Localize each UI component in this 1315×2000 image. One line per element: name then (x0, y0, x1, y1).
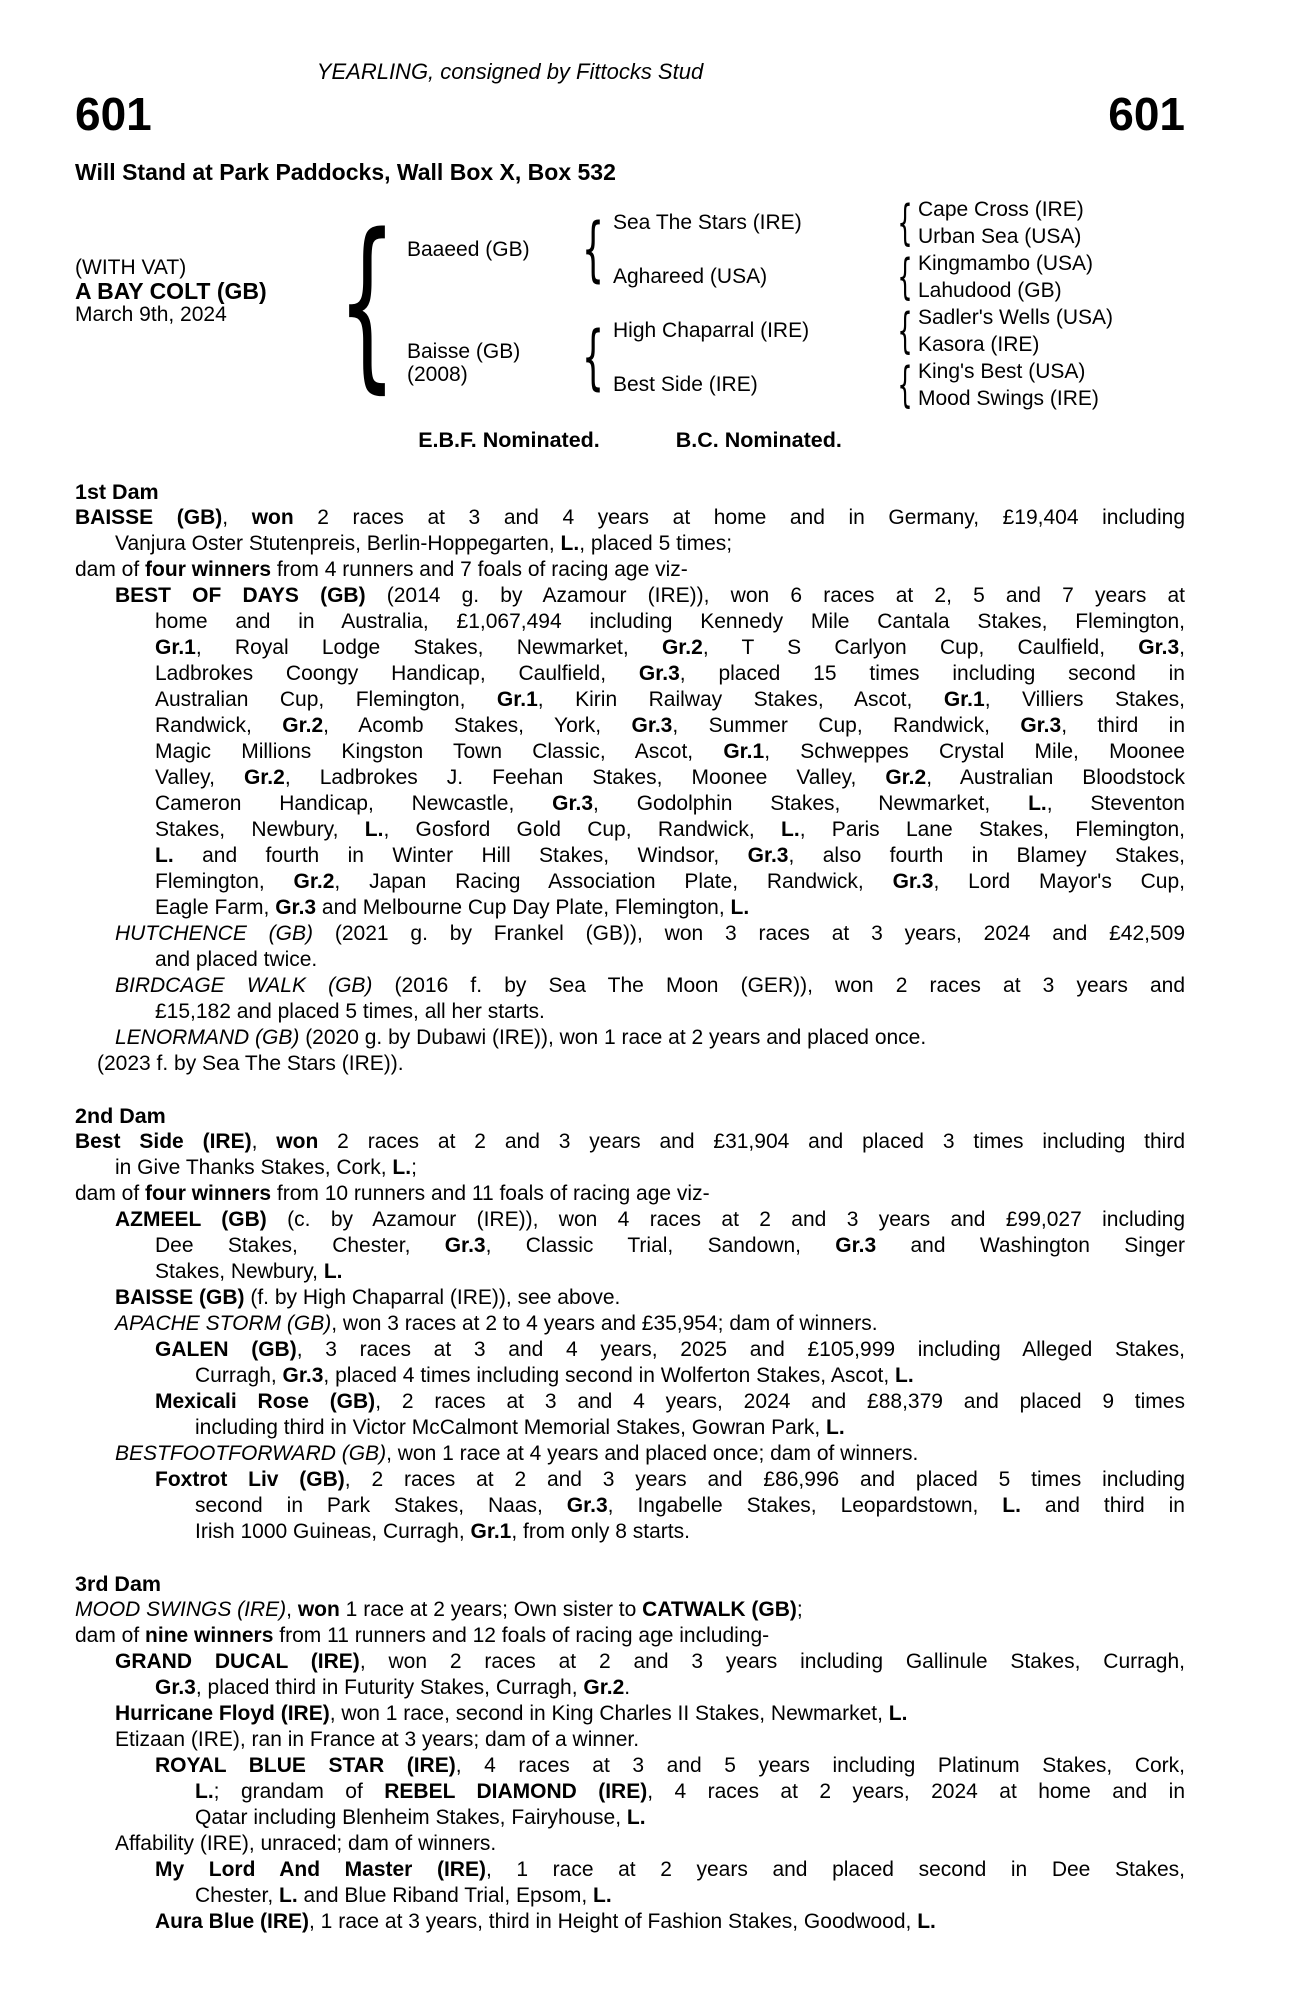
catalog-line: Ladbrokes Coongy Handicap, Caulfield, Gr.3, placed 15 times including second in (155, 662, 1185, 685)
catalog-line: £15,182 and placed 5 times, all her starts. (155, 1000, 545, 1023)
pedigree-brace: { (897, 249, 913, 305)
catalog-line: Irish 1000 Guineas, Curragh, Gr.1, from only 8 starts. (195, 1520, 690, 1543)
catalog-line: Chester, L. and Blue Riband Trial, Epsom, L. (195, 1884, 612, 1907)
dam-sections (75, 479, 1185, 1935)
granddam-name: Best Side (IRE) (613, 373, 758, 396)
pedigree-brace: { (581, 316, 605, 398)
consignor-line: YEARLING, consigned by Fittocks Stud (316, 59, 704, 84)
grandsire-name: High Chaparral (IRE) (613, 319, 810, 342)
catalog-line: Foxtrot Liv (GB), 2 races at 2 and 3 years and £86,996 and placed 5 times including (155, 1468, 1185, 1491)
catalog-line: dam of nine winners from 11 runners and 12 foals of racing age including- (75, 1624, 770, 1647)
ancestor-name: Kingmambo (USA) (918, 252, 1094, 275)
catalog-line: Dee Stakes, Chester, Gr.3, Classic Trial, Sandown, Gr.3 and Washington Singer (155, 1234, 1185, 1257)
catalog-paragraph (75, 1051, 1185, 1077)
catalog-line: BEST OF DAYS (GB) (2014 g. by Azamour (IRE)), won 6 races at 2, 5 and 7 years at (115, 584, 1185, 607)
catalog-line: Aura Blue (IRE), 1 race at 3 years, third in Height of Fashion Stakes, Goodwood, L. (155, 1910, 936, 1933)
catalog-line: BAISSE (GB) (f. by High Chaparral (IRE)), see above. (115, 1286, 621, 1309)
catalog-paragraph (75, 1025, 1185, 1051)
catalog-line: (2023 f. by Sea The Stars (IRE)). (97, 1052, 404, 1075)
catalog-paragraph (75, 1623, 1185, 1649)
catalog-paragraph (75, 921, 1185, 973)
catalog-line: dam of four winners from 4 runners and 7 foals of racing age viz- (75, 558, 688, 581)
catalog-line: Valley, Gr.2, Ladbrokes J. Feehan Stakes, Moonee Valley, Gr.2, Australian Bloodstock (155, 766, 1186, 789)
catalog-paragraph (75, 1337, 1185, 1389)
catalog-line: Etizaan (IRE), ran in France at 3 years; dam of a winner. (115, 1728, 640, 1751)
catalog-paragraph (75, 1597, 1185, 1623)
catalog-line: AZMEEL (GB) (c. by Azamour (IRE)), won 4 races at 2 and 3 years and £99,027 including (115, 1208, 1185, 1231)
catalog-paragraph (75, 1181, 1185, 1207)
ancestor-name: Mood Swings (IRE) (918, 387, 1099, 410)
stand-location-line: Will Stand at Park Paddocks, Wall Box X, Box 532 (75, 159, 616, 185)
catalog-line: BIRDCAGE WALK (GB) (2016 f. by Sea The Moon (GER)), won 2 races at 3 years and (115, 974, 1185, 997)
catalog-paragraph (75, 1129, 1185, 1181)
catalog-paragraph (75, 1467, 1185, 1545)
catalog-line: HUTCHENCE (GB) (2021 g. by Frankel (GB)), won 3 races at 3 years, 2024 and £42,509 (115, 922, 1185, 945)
catalog-line: home and in Australia, £1,067,494 including Kennedy Mile Cantala Stakes, Flemington, (155, 610, 1185, 633)
lot-number-left: 601 (75, 88, 152, 140)
catalog-line: Eagle Farm, Gr.3 and Melbourne Cup Day Plate, Flemington, L. (155, 896, 750, 919)
catalog-line: GALEN (GB), 3 races at 3 and 4 years, 2025 and £105,999 including Alleged Stakes, (155, 1338, 1185, 1361)
ancestor-name: Urban Sea (USA) (918, 225, 1082, 248)
catalog-line: L.; grandam of REBEL DIAMOND (IRE), 4 races at 2 years, 2024 at home and in (195, 1780, 1186, 1803)
ebf-nomination: E.B.F. Nominated. (418, 428, 600, 452)
catalog-paragraph (75, 583, 1185, 921)
foaling-date: March 9th, 2024 (75, 303, 227, 326)
catalog-line: Mexicali Rose (GB), 2 races at 3 and 4 years, 2024 and £88,379 and placed 9 times (155, 1390, 1185, 1413)
dam-year: (2008) (407, 363, 468, 386)
dam-heading: 3rd Dam (75, 1572, 162, 1596)
catalog-paragraph (75, 1727, 1185, 1753)
catalog-line: Qatar including Blenheim Stakes, Fairyhouse, L. (195, 1806, 646, 1829)
catalog-line: Cameron Handicap, Newcastle, Gr.3, Godolphin Stakes, Newmarket, L., Steventon (155, 792, 1185, 815)
catalog-line: Gr.1, Royal Lodge Stakes, Newmarket, Gr.2, T S Carlyon Cup, Caulfield, Gr.3, (155, 636, 1186, 659)
catalog-line: My Lord And Master (IRE), 1 race at 2 years and placed second in Dee Stakes, (155, 1858, 1185, 1881)
catalog-paragraph (75, 1441, 1185, 1467)
catalog-line: Curragh, Gr.3, placed 4 times including second in Wolferton Stakes, Ascot, L. (195, 1364, 914, 1387)
catalog-line: Stakes, Newbury, L., Gosford Gold Cup, Randwick, L., Paris Lane Stakes, Flemington, (155, 818, 1185, 841)
catalog-line: MOOD SWINGS (IRE), won 1 race at 2 years; Own sister to CATWALK (GB); (75, 1598, 803, 1621)
ancestor-name: King's Best (USA) (918, 360, 1086, 383)
catalog-line: Australian Cup, Flemington, Gr.1, Kirin Railway Stakes, Ascot, Gr.1, Villiers Stakes, (155, 688, 1186, 711)
ancestor-name: Kasora (IRE) (918, 333, 1040, 356)
catalog-paragraph (75, 1207, 1185, 1285)
catalog-line: in Give Thanks Stakes, Cork, L.; (115, 1156, 417, 1179)
catalog-paragraph (75, 557, 1185, 583)
catalog-line: and placed twice. (155, 948, 318, 971)
pedigree-brace: { (897, 195, 913, 251)
dam-name: Baisse (GB) (407, 340, 521, 363)
catalog-line: Hurricane Floyd (IRE), won 1 race, second in King Charles II Stakes, Newmarket, L. (115, 1702, 908, 1725)
pedigree-brace: { (581, 208, 605, 290)
catalog-line: Vanjura Oster Stutenpreis, Berlin-Hoppegarten, L., placed 5 times; (115, 532, 733, 555)
catalog-line: APACHE STORM (GB), won 3 races at 2 to 4 years and £35,954; dam of winners. (115, 1312, 878, 1335)
dam-heading: 1st Dam (75, 480, 159, 504)
catalog-line: ROYAL BLUE STAR (IRE), 4 races at 3 and 5 years including Platinum Stakes, Cork, (155, 1754, 1185, 1777)
pedigree-brace: { (337, 194, 397, 410)
catalog-line: Randwick, Gr.2, Acomb Stakes, York, Gr.3, Summer Cup, Randwick, Gr.3, third in (155, 714, 1186, 737)
catalog-line: Best Side (IRE), won 2 races at 2 and 3 years and £31,904 and placed 3 times including third (75, 1130, 1185, 1153)
catalog-paragraph (75, 1649, 1185, 1701)
ancestor-name: Lahudood (GB) (918, 279, 1062, 302)
catalog-paragraph (75, 973, 1185, 1025)
catalog-paragraph (75, 1701, 1185, 1727)
catalog-line: BESTFOOTFORWARD (GB), won 1 race at 4 years and placed once; dam of winners. (115, 1442, 919, 1465)
catalog-line: Affability (IRE), unraced; dam of winners. (115, 1832, 497, 1855)
dam-heading: 2nd Dam (75, 1104, 166, 1128)
ancestor-name: Sadler's Wells (USA) (918, 306, 1113, 329)
catalog-line: L. and fourth in Winter Hill Stakes, Windsor, Gr.3, also fourth in Blamey Stakes, (155, 844, 1185, 867)
nominations-row (75, 427, 1185, 453)
pedigree-brace: { (897, 303, 913, 359)
catalog-paragraph (75, 1909, 1185, 1935)
catalog-line: GRAND DUCAL (IRE), won 2 races at 2 and 3 years including Gallinule Stakes, Curragh, (115, 1650, 1185, 1673)
catalog-line: second in Park Stakes, Naas, Gr.3, Ingabelle Stakes, Leopardstown, L. and third in (195, 1494, 1185, 1517)
pedigree-tree (75, 194, 1185, 413)
catalog-line: Magic Millions Kingston Town Classic, Ascot, Gr.1, Schweppes Crystal Mile, Moonee (155, 740, 1185, 763)
catalog-paragraph (75, 1831, 1185, 1857)
lot-row (75, 86, 1185, 142)
catalog-line: LENORMAND (GB) (2020 g. by Dubawi (IRE)), won 1 race at 2 years and placed once. (115, 1026, 927, 1049)
catalog-line: Flemington, Gr.2, Japan Racing Association Plate, Randwick, Gr.3, Lord Mayor's Cup, (155, 870, 1185, 893)
bc-nomination: B.C. Nominated. (675, 428, 842, 452)
catalog-paragraph (75, 1311, 1185, 1337)
catalog-line: dam of four winners from 10 runners and 11 foals of racing age viz- (75, 1182, 710, 1205)
catalog-line: including third in Victor McCalmont Memorial Stakes, Gowran Park, L. (195, 1416, 845, 1439)
catalog-paragraph (75, 505, 1185, 557)
pedigree-brace: { (897, 357, 913, 413)
catalog-line: BAISSE (GB), won 2 races at 3 and 4 years at home and in Germany, £19,404 including (75, 506, 1185, 529)
sire-name: Baaeed (GB) (407, 238, 530, 261)
catalog-paragraph (75, 1857, 1185, 1909)
granddam-name: Aghareed (USA) (613, 265, 768, 288)
grandsire-name: Sea The Stars (IRE) (613, 211, 802, 234)
catalog-paragraph (75, 1285, 1185, 1311)
catalog-paragraph (75, 1753, 1185, 1831)
catalog-line: Stakes, Newbury, L. (155, 1260, 343, 1283)
catalog-line: Gr.3, placed third in Futurity Stakes, Curragh, Gr.2. (155, 1676, 631, 1699)
catalog-paragraph (75, 1389, 1185, 1441)
ancestor-name: Cape Cross (IRE) (918, 198, 1084, 221)
horse-name: A BAY COLT (GB) (75, 278, 267, 304)
lot-number-right: 601 (1108, 88, 1185, 140)
vat-note: (WITH VAT) (75, 256, 187, 279)
